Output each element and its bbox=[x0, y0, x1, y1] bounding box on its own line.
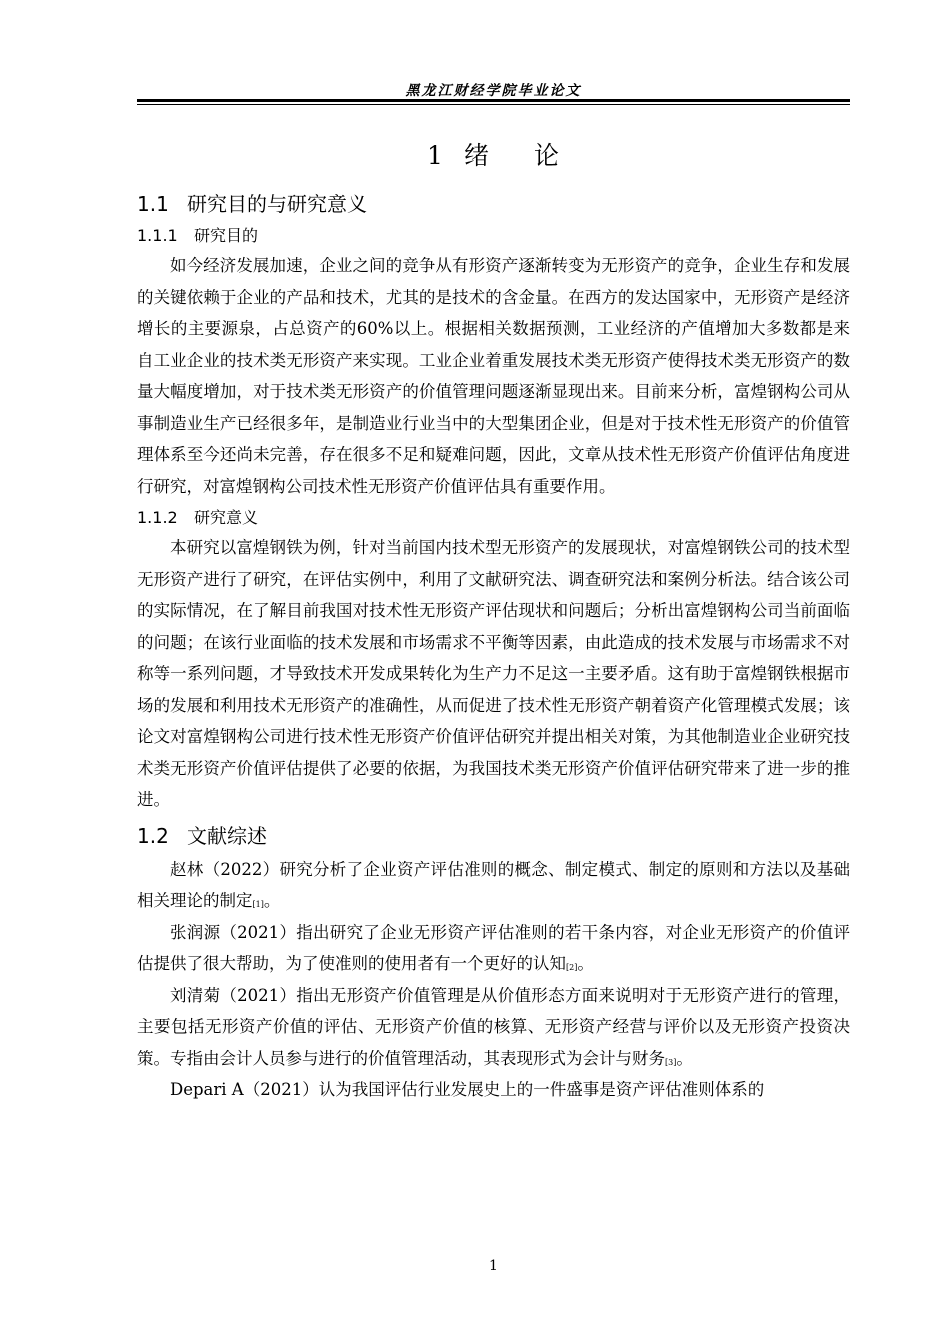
paragraph-research-significance: 本研究以富煌钢铁为例，针对当前国内技术型无形资产的发展现状，对富煌钢铁公司的技术型无形资产进行了研究，在评估实例中，利用了文献研究法、调查研究法和案例分析法。结合该公司的实际情况，在了解目前我国对技术性无形资产评估现状和问题后；分析出富煌钢构公司当前面临的问题；在该行业面临的技术发展和市场需求不平衡等因素，由此造成的技术发展与市场需求不对称等一系列问题，才导致技术开发成果转化为生产力不足这一主要矛盾。这有助于富煌钢铁根据市场的发展和利用技术无形资产的准确性，从而促进了技术性无形资产朝着资产化管理模式发展；该论文对富煌钢构公司进行技术性无形资产价值评估研究并提出相关对策，为其他制造业企业研究技术类无形资产价值评估提供了必要的依据，为我国技术类无形资产价值评估研究带来了进一步的推进。 bbox=[137, 538, 850, 809]
citation-text: 赵林（2022）研究分析了企业资产评估准则的概念、制定模式、制定的原则和方法以及基础相关理论的制定 bbox=[137, 859, 850, 910]
sentence-end: 。 bbox=[676, 1048, 693, 1068]
subsection-number: 1.1.2 bbox=[137, 508, 178, 527]
paragraph-lit-review-4: Depari A（2021）认为我国评估行业发展史上的一件盛事是资产评估准则体系的 bbox=[170, 1080, 765, 1099]
paragraph-research-purpose: 如今经济发展加速，企业之间的竞争从有形资产逐渐转变为无形资产的竞争，企业生存和发展的关键依赖于企业的产品和技术，尤其的是技术的含金量。在西方的发达国家中，无形资产是经济增长的主要源泉，占总资产的60%以上。根据相关数据预测，工业经济的产值增加大多数都是来自工业企业的技术类无形资产来实现。工业企业着重发展技术类无形资产使得技术类无形资产的数量大幅度增加，对于技术类无形资产的价值管理问题逐渐显现出来。目前来分析，富煌钢构公司从事制造业生产已经很多年，是制造业行业当中的大型集团企业，但是对于技术性无形资产的价值管理体系至今还尚未完善，存在很多不足和疑难问题，因此，文章从技术性无形资产价值评估角度进行研究，对富煌钢构公司技术性无形资产价值评估具有重要作用。 bbox=[137, 256, 850, 496]
chapter-title-char-2: 论 bbox=[533, 141, 560, 170]
subsection-heading-1-1-1 bbox=[137, 222, 850, 250]
paragraph-lit-review-1 bbox=[137, 854, 850, 917]
citation-text: 刘清菊（2021）指出无形资产价值管理是从价值形态方面来说明对于无形资产进行的管理，主要包括无形资产价值的评估、无形资产价值的核算、无形资产经营与评价以及无形资产投资决策。专指由会计人员参与进行的价值管理活动，其表现形式为会计与财务 bbox=[137, 985, 850, 1068]
chapter-title bbox=[137, 136, 850, 172]
subsection-title: 研究意义 bbox=[194, 508, 259, 527]
header-rule-thin bbox=[137, 104, 850, 105]
section-title: 文献综述 bbox=[187, 823, 267, 848]
paragraph-lit-review-2 bbox=[137, 917, 850, 980]
body-content bbox=[137, 186, 850, 1106]
chapter-number: 1 bbox=[427, 141, 444, 170]
chapter-title-char-1: 绪 bbox=[463, 141, 490, 170]
subsection-number: 1.1.1 bbox=[137, 226, 178, 245]
header-rule-thick bbox=[137, 99, 850, 102]
page-number: 1 bbox=[489, 1258, 498, 1274]
subsection-heading-1-1-2 bbox=[137, 504, 850, 532]
section-heading-1-1 bbox=[137, 186, 850, 222]
citation-ref: [3] bbox=[665, 1057, 677, 1067]
section-heading-1-2 bbox=[137, 818, 850, 854]
sentence-end: 。 bbox=[263, 891, 281, 910]
sentence-end: 。 bbox=[577, 954, 594, 973]
running-header-title: 黑龙江财经学院毕业论文 bbox=[405, 83, 582, 99]
paragraph-lit-review-3 bbox=[137, 980, 850, 1075]
section-title: 研究目的与研究意义 bbox=[187, 192, 367, 216]
citation-text: 张润源（2021）指出研究了企业无形资产评估准则的若干条内容，对企业无形资产的价值评估提供了很大帮助，为了使准则的使用者有一个更好的认知 bbox=[137, 922, 850, 973]
citation-ref: [1] bbox=[252, 900, 264, 909]
subsection-title: 研究目的 bbox=[194, 226, 259, 245]
citation-ref: [2] bbox=[566, 963, 578, 972]
section-number: 1.2 bbox=[137, 823, 169, 848]
section-number: 1.1 bbox=[137, 192, 169, 216]
